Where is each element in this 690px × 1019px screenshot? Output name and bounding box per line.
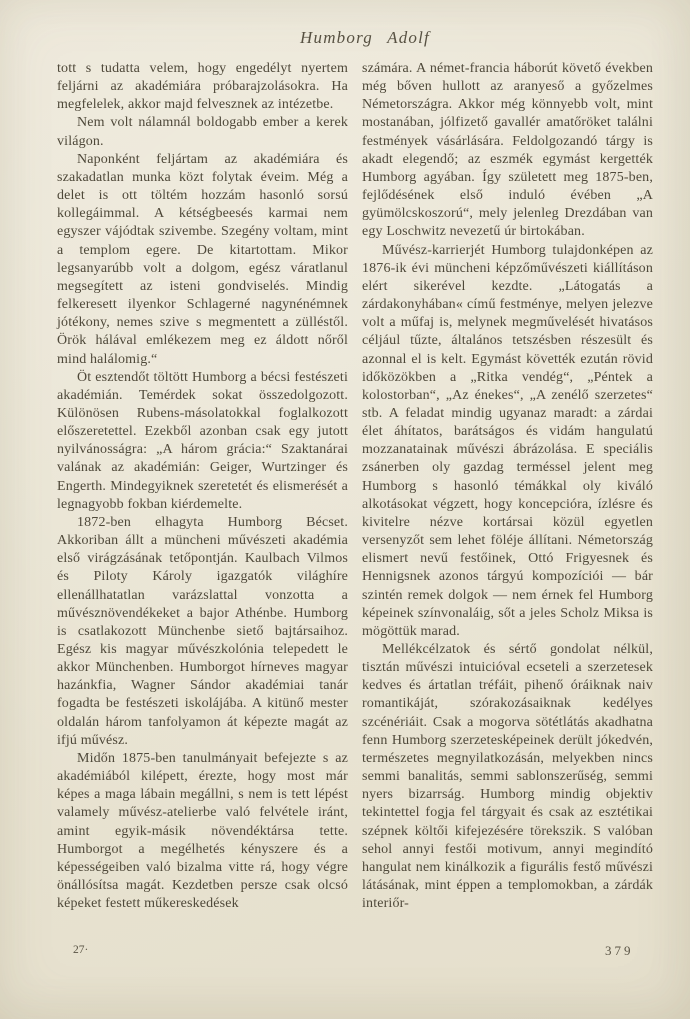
text-columns [57, 60, 653, 913]
running-head-title: Humborg Adolf [300, 28, 430, 47]
page-number-left: 27· [73, 944, 89, 956]
paragraph: Mellékcélzatok és sértő gondolat nélkül, tisztán művészi intuicióval ecseteli a szerzetesek kedves és ártatlan tréfáit, pihenő óráiknak naiv romantikáját, szórakozásaiknak kedélyes szcénériáit. Csak a mogorva sötétlátás akadhatna fenn Humborg szerzetesképeinek derült jókedvén, természetes megnyilatkozásán, melyekben nincs semmi banalitás, semmi sablonszerűség, semmi nyers bizarrság. Humborg mindig objektiv tekintettel fogja fel tárgyait és csak az esztétikai szépnek költői kifejezésére törekszik. S valóban sehol annyi festői motivum, annyi megindító hangulat nem kinálkozik a figurális festő művészi látásának, mint éppen a templomokban, a zárdák interiőr- [362, 642, 653, 912]
paragraph: Nem volt nálamnál boldogabb ember a kerek világon. [57, 115, 348, 149]
paragraph: tott s tudatta velem, hogy engedélyt nyertem feljárni az akadémiára próbarajzolásokra. Ha megfelelek, akkor majd felvesznek az intézetbe. [57, 61, 348, 113]
paragraph: Naponként feljártam az akadémiára és szakadatlan munka közt folytak éveim. Még a delet is ott töltém hozzám hasonló sorsú kollegáimmal. A kétségbeesés karmai nem egyszer vájódtak szivembe. Szegény voltam, mint a templom egere. De kitartottam. Mikor legsanyarúbb volt a dolgom, egész váratlanul megsegített az isteni gondviselés. Mindig felkeresett ilyenkor Schlagerné nagynénémnek jótékony, nemes szive s megmentett a zülléstől. Örök hálával emlékezem meg ez áldott nőről mind halálomig.“ [57, 151, 348, 367]
paragraph: Midőn 1875-ben tanulmányait befejezte s az akadémiából kilépett, érezte, hogy most már képes a maga lábain megállni, s nem is tett lépést valamely művész-atelierbe való felvétele iránt, amint egyik-másik növendéktársa tette. Humborgot a megélhetés kényszere és a képességeiben való bizalma vitte rá, hogy végre önállósítsa magát. Kezdetben persze csak olcsó képeket festett műkereskedések [57, 750, 348, 912]
paragraph: Öt esztendőt töltött Humborg a bécsi festészeti akadémián. Temérdek sokat összedolgozott. Különösen Rubens-másolatokkal foglalkozott előszeretettel. Ezekből azonban csak egy jutott nyilvánosságra: „A három grácia:“ Szaktanárai valának az akadémián: Geiger, Wurtzinger és Engerth. Mindegyiknek szeretetét és elismerését a legnagyobb fokban kiérdemelte. [57, 369, 348, 512]
paragraph: Művész-karrierjét Humborg tulajdonképen az 1876-ik évi müncheni képzőművészeti kiállításon elért sikerével kezdte. „Látogatás a zárdakonyhában« című festménye, melyen jelezve volt a műfaj is, melynek megművelését hivatásos céljául tűzte, általános tetszésben részesült és azonnal el is kelt. Egymást követték ezután rövid időközökben a „Ritka vendég“, „Péntek a kolostorban“, „Az énekes“, „A zenélő szerzetes“ stb. A feladat mindig ugyanaz maradt: a zárdai élet áhítatos, barátságos és vidám hangulatú mozzanatainak művészi ábrázolása. E speciális zsánerben oly gazdag terméssel jelent meg Humborg s hasonló témákkal oly kiváló alkotásokat végzett, hogy koncepcióra, ízlésre és kivitelre nézve kortársai közül egyetlen versenyzőt sem lehet föléje állítani. Németország elismert nevű festőinek, Ottó Frigyesnek és Hennigsnek azonos tárgyú kompozíciói — bár szintén remek dolgok — nem érnek fel Humborg képeinek színvonaláig, sőt a jeles Scholz Miksa is mögöttük marad. [362, 242, 653, 639]
left-column [57, 60, 348, 913]
paragraph: 1872-ben elhagyta Humborg Bécset. Akkoriban állt a müncheni művészeti akadémia első virágzásának tetőpontján. Kaulbach Vilmos és Piloty Károly igazgatók világhíre ellenállhatatlan varázslattal vonzotta a művésznövendékeket a bajor Athénbe. Humborg is csatlakozott Münchenbe siető bajtársaihoz. Egész kis magyar művészkolónia telepedett le akkor Münchenben. Humborgot hírneves magyar hazánkfia, Wagner Sándor akadémiai tanár fogadta be festészeti iskolájába. A kitünő mester oldalán három tanfolyamon át képezte magát az ifjú művész. [57, 514, 348, 748]
paragraph: számára. A német-francia háborút követő években még bőven hullott az aranyeső a győzelmes Németországra. Akkor még könnyebb volt, mint mostanában, jólfizető gavallér amatőröket találni festmények vásárlására. Feldolgozandó tárgy is akadt elegendő; az eszmék egymást kergették Humborg agyában. Így született meg 1875-ben, fejlődésének első induló évében „A gyümölcskoszorú“, mely jelenleg Drezdában van egy Loschwitz nevezetű úr birtokában. [362, 61, 653, 240]
page-number-right: 379 [605, 943, 634, 958]
right-column [362, 60, 653, 913]
